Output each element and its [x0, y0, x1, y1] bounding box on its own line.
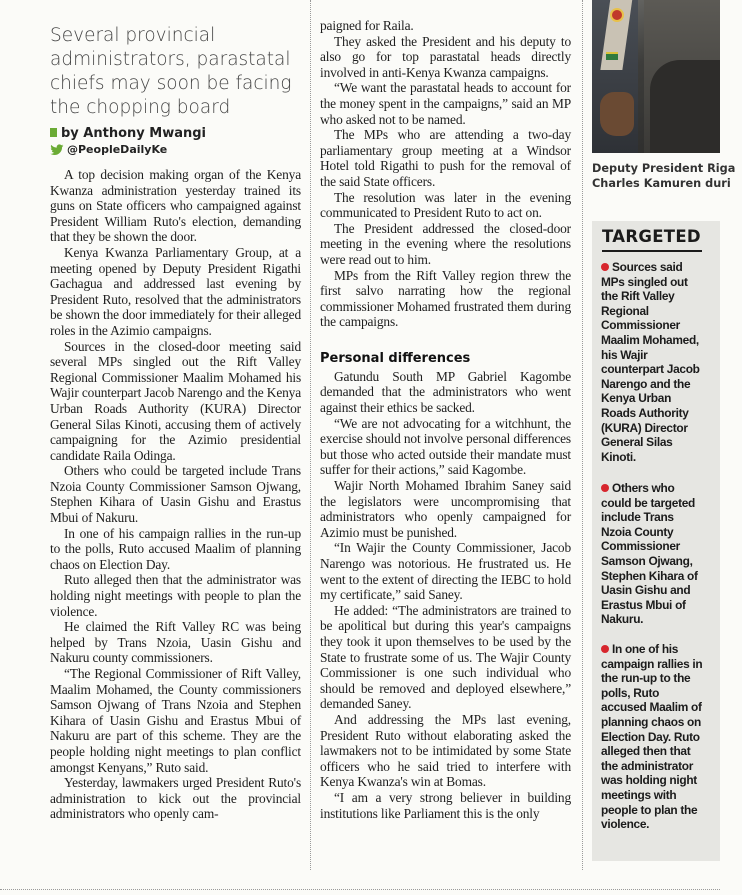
paragraph: A top decision making organ of the Kenya Kwanza administration yesterday trained its guns on State officers who campaigned against President William Ruto's election, demanding that they be shown the door. [50, 167, 301, 245]
paragraph: “We are not advocating for a witchhunt, the exercise should not involve personal differences but those who acted outside their mandate must suffer for their actions,” said Kagombe. [320, 415, 571, 478]
photo-caption [592, 161, 742, 191]
paragraph: Others who could be targeted include Trans Nzoia County Commissioner Samson Ojwang, Stephen Kihara of Uasin Gishu and Erastus Mbui of Nakuru. [50, 463, 301, 526]
paragraph: Yesterday, lawmakers urged President Ruto's administration to kick out the provincial administrators who openly cam- [50, 775, 301, 822]
column-rule [582, 0, 583, 870]
article-column-2 [320, 18, 571, 821]
sidebar-item [601, 260, 705, 464]
bullet-icon [601, 484, 609, 492]
twitter-icon [50, 144, 64, 156]
paragraph: He added: “The administrators are trained to be apolitical but during this year's campaigns they took it upon themselves to be used by the State to frustrate some of us. The Wajir County Commissioner is one such individual who should be removed and deployed elsewhere,” demanded Saney. [320, 602, 571, 712]
twitter-handle-text: @PeopleDailyKe [67, 143, 168, 156]
paragraph: “The Regional Commissioner of Rift Valley, Maalim Mohamed, the County commissioners Samson Ojwang of Trans Nzoia and Stephen Kihara of Uasin Gishu and Erastus Mbui of Nakuru are part of this scheme. They are the people holding night meetings to plan conflict amongst Kenyans,” Ruto said. [50, 666, 301, 775]
bullet-icon [601, 263, 609, 271]
paragraph: Wajir North Mohamed Ibrahim Saney said the legislators were uncompromising that administrators who openly campaigned for Azimio must be punished. [320, 478, 571, 540]
paragraph: Gatundu South MP Gabriel Kagombe demanded that the administrators who went against their ethics be sacked. [320, 368, 571, 416]
byline [50, 126, 301, 142]
photo-badge [610, 8, 624, 22]
article-column-1 [50, 24, 301, 822]
twitter-handle [50, 142, 301, 157]
sidebar-item-text: Others who could be targeted include Trans Nzoia County Commissioner Samson Ojwang, Stephen Kihara of Uasin Gishu and Erastus Mbui of Nakuru. [601, 481, 698, 627]
paragraph: They asked the President and his deputy to also go for top parastatal heads directly involved in anti-Kenya Kwanza campaigns. [320, 33, 571, 80]
article-deck: Several provincial administrators, parastatal chiefs may soon be facing the chopping board [50, 25, 292, 118]
article-body-col2 [320, 18, 571, 821]
column-rule [310, 0, 311, 870]
bullet-icon [601, 645, 609, 653]
paragraph-continuation: paigned for Raila. [320, 18, 414, 33]
paragraph: He claimed the Rift Valley RC was being helped by Trans Nzoia, Uasin Gishu and Nakuru county commissioners. [50, 619, 301, 666]
paragraph: “We want the parastatal heads to account for the money spent in the campaigns,” said an MP who asked not to be named. [320, 80, 571, 127]
photo-arm [650, 60, 720, 153]
paragraph: The resolution was later in the evening communicated to President Ruto to act on. [320, 189, 571, 221]
sidebar-item [601, 642, 705, 832]
bottom-rule [0, 889, 720, 890]
sidebar-item-text: Sources said MPs singled out the Rift Valley Regional Commissioner Maalim Mohamed, his Wajir counterpart Jacob Narengo and the Kenya Urban Roads Authority (KURA) Director General Silas Kinoti. [601, 260, 700, 464]
news-photo [592, 0, 720, 153]
sidebar-title-rule [602, 250, 702, 252]
photo-hand [600, 92, 634, 136]
caption-line: Charles Kamuren duri [592, 177, 731, 190]
sidebar-title: TARGETED [602, 227, 701, 246]
photo-flag-pin [606, 52, 618, 60]
paragraph: In one of his campaign rallies in the run-up to the polls, Ruto accused Maalim of planning chaos on Election Day. [50, 525, 301, 572]
paragraph: “In Wajir the County Commissioner, Jacob Narengo was notorious. He frustrated us. He went to the extent of directing the IEBC to hold my certificate,” said Saney. [320, 540, 571, 603]
paragraph: Ruto alleged then that the administrator was holding night meetings with people to plan the violence. [50, 572, 301, 619]
paragraph: And addressing the MPs last evening, President Ruto without elaborating asked the lawmakers not to be intimidated by some State officers who he said tried to interfere with Kenya Kwanza's win at Bomas. [320, 711, 571, 790]
sidebar-item [601, 481, 705, 627]
targeted-sidebar [592, 221, 720, 861]
paragraph: Sources in the closed-door meeting said several MPs singled out the Rift Valley Regional Commissioner Maalim Mohamed his Wajir counterpart Jacob Narengo and the Kenya Urban Roads Authority (KURA) Director General Silas Kinoti, accusing them of actively campaigning for the Azimio presidential candidate Raila Odinga. [50, 338, 301, 463]
caption-line: Deputy President Riga [592, 162, 736, 175]
article-body-col1 [50, 167, 301, 822]
paragraph: The MPs who are attending a two-day parliamentary group meeting at a Windsor Hotel told Rigathi to push for the removal of the said State officers. [320, 127, 571, 189]
byline-author: by Anthony Mwangi [61, 126, 207, 141]
paragraph: Kenya Kwanza Parliamentary Group, at a meeting opened by Deputy President Rigathi Gachagua and addressed last evening by President Ruto, resolved that the administrators be shown the door immediately for their alleged roles in the Azimio campaigns. [50, 244, 301, 338]
byline-marker [50, 128, 57, 137]
sidebar-item-text: In one of his campaign rallies in the run-up to the polls, Ruto accused Maalim of planning chaos on Election Day. Ruto alleged then that the administrator was holding night meetings with people to plan the violence. [601, 642, 703, 832]
paragraph: “I am a very strong believer in building institutions like Parliament this is the only [320, 789, 571, 821]
section-subhead: Personal differences [320, 350, 471, 366]
paragraph: The President addressed the closed-door meeting in the evening where the resolutions were read out to him. [320, 220, 571, 267]
paragraph: MPs from the Rift Valley region threw the first salvo narrating how the regional commissioner Mohamed frustrated them during the campaigns. [320, 267, 571, 330]
